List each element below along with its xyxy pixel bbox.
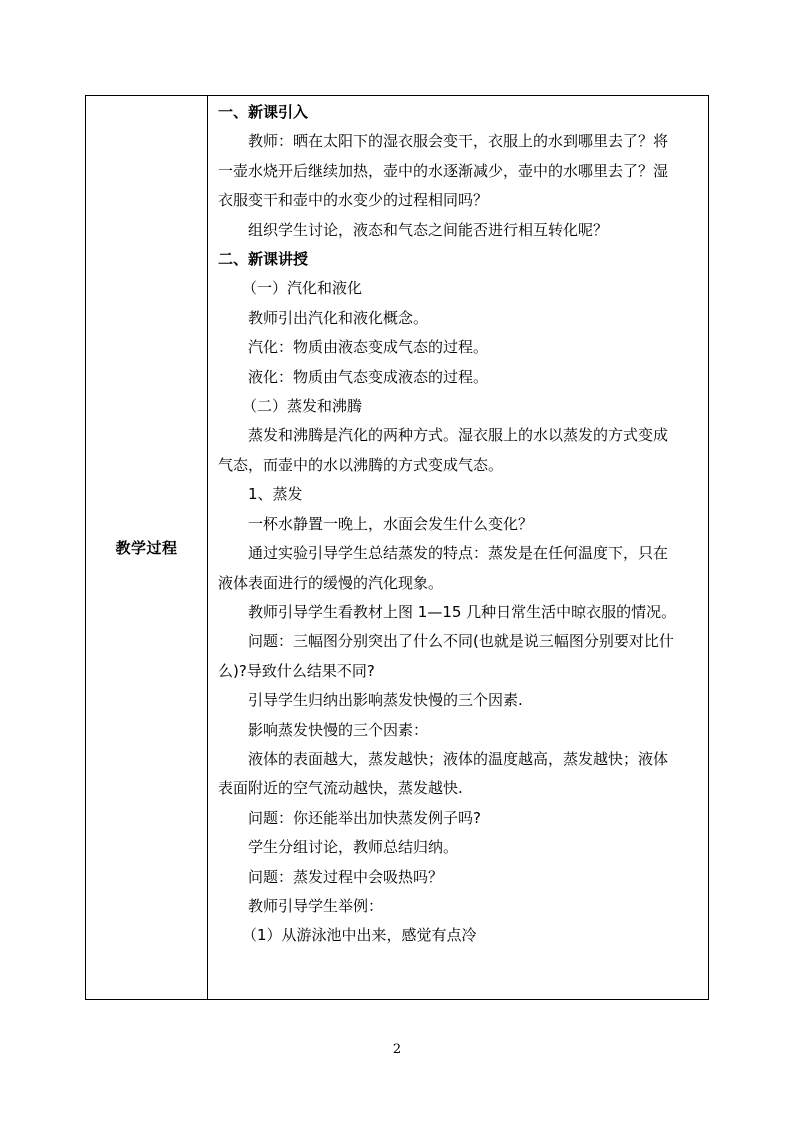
text-line: 教师引导学生看教材上图 1—15 几种日常生活中晾衣服的情况。 xyxy=(248,602,677,621)
text-line: 一壶水烧开后继续加热，壶中的水逐渐减少，壶中的水哪里去了？湿 xyxy=(218,161,669,180)
row-label: 教学过程 xyxy=(115,539,178,557)
text-line: 学生分组讨论，教师总结归纳。 xyxy=(248,838,459,857)
text-line: 组织学生讨论，液态和气态之间能否进行相互转化呢？ xyxy=(248,220,609,239)
subsection-heading: 1、蒸发 xyxy=(248,485,303,504)
text-line: 问题：蒸发过程中会吸热吗？ xyxy=(248,867,444,886)
text-line: 通过实验引导学生总结蒸发的特点：蒸发是在任何温度下，只在 xyxy=(248,544,669,563)
section-heading: 二、新课讲授 xyxy=(218,250,309,269)
content-cell xyxy=(208,96,708,999)
text-line: 一杯水静置一晚上，水面会发生什么变化？ xyxy=(248,514,534,533)
text-line: （1）从游泳池中出来，感觉有点冷 xyxy=(242,926,477,945)
text-line: 问题：你还能举出加快蒸发例子吗? xyxy=(248,808,481,827)
text-line: 液体的表面越大，蒸发越快；液体的温度越高，蒸发越快；液体 xyxy=(248,749,669,768)
subsection-heading: （一）汽化和液化 xyxy=(242,279,363,298)
text-line: 蒸发和沸腾是汽化的两种方式。湿衣服上的水以蒸发的方式变成 xyxy=(248,426,669,445)
text-line: 衣服变干和壶中的水变少的过程相同吗？ xyxy=(218,191,489,210)
text-line: 引导学生归纳出影响蒸发快慢的三个因素. xyxy=(248,691,523,710)
section-heading: 一、新课引入 xyxy=(218,103,309,121)
text-line: 么)?导致什么结果不同? xyxy=(218,661,375,680)
text-line: 汽化：物质由液态变成气态的过程。 xyxy=(248,338,489,357)
text-line: 问题：三幅图分别突出了什么不同(也就是说三幅图分别要对比什 xyxy=(248,632,674,651)
text-line: 教师引出汽化和液化概念。 xyxy=(248,308,429,327)
text-line: 教师：晒在太阳下的湿衣服会变干，衣服上的水到哪里去了？将 xyxy=(248,132,669,151)
text-line: 影响蒸发快慢的三个因素： xyxy=(248,720,429,739)
text-line: 液化：物质由气态变成液态的过程。 xyxy=(248,367,489,386)
text-line: 液体表面进行的缓慢的汽化现象。 xyxy=(218,573,444,592)
page-number: 2 xyxy=(392,1042,402,1057)
lesson-table xyxy=(85,95,709,1000)
subsection-heading: （二）蒸发和沸腾 xyxy=(242,397,363,416)
row-label-cell xyxy=(86,96,208,999)
text-line: 气态，而壶中的水以沸腾的方式变成气态。 xyxy=(218,455,504,474)
text-line: 教师引导学生举例： xyxy=(248,896,384,915)
text-line: 表面附近的空气流动越快，蒸发越快. xyxy=(218,779,463,798)
